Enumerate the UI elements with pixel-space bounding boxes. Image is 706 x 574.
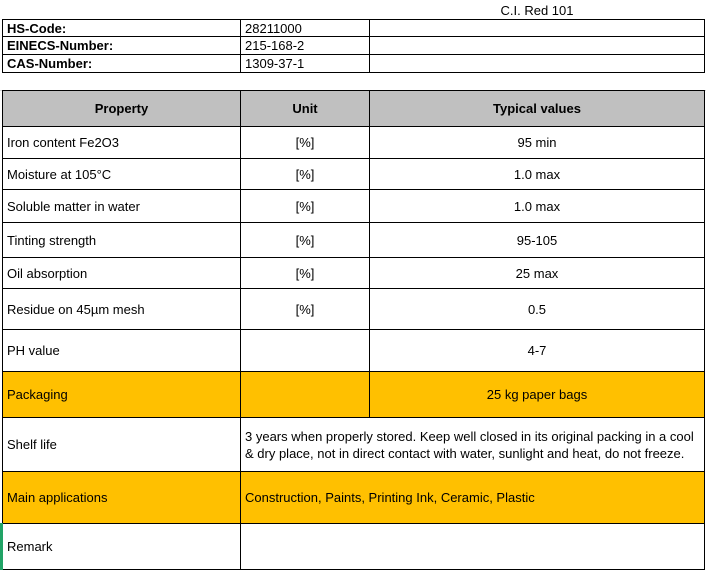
packaging-value[interactable]: 25 kg paper bags <box>369 371 705 418</box>
selection-indicator <box>0 523 3 570</box>
einecs-value[interactable]: 215-168-2 <box>240 36 370 55</box>
value-cell[interactable]: 95 min <box>369 126 705 159</box>
value-cell[interactable]: 1.0 max <box>369 158 705 190</box>
property-cell[interactable]: Iron content Fe2O3 <box>2 126 241 159</box>
shelf-life-label[interactable]: Shelf life <box>2 417 241 472</box>
cas-blank[interactable] <box>369 54 705 73</box>
shelf-life-value[interactable]: 3 years when properly stored. Keep well closed in its original packing in a cool & dry place, not in direct contact with water, sunlight and heat, do not freeze. <box>240 417 705 472</box>
value-cell[interactable]: 4-7 <box>369 329 705 372</box>
unit-cell[interactable]: [%] <box>240 189 370 223</box>
einecs-label[interactable]: EINECS-Number: <box>2 36 241 55</box>
remark-value[interactable] <box>240 523 705 570</box>
property-cell[interactable]: Soluble matter in water <box>2 189 241 223</box>
hs-code-blank[interactable] <box>369 19 705 37</box>
unit-cell[interactable] <box>240 329 370 372</box>
product-name[interactable]: C.I. Red 101 <box>500 3 574 18</box>
property-cell[interactable]: Oil absorption <box>2 257 241 289</box>
cas-label[interactable]: CAS-Number: <box>2 54 241 73</box>
value-cell[interactable]: 25 max <box>369 257 705 289</box>
remark-label[interactable]: Remark <box>2 523 241 570</box>
packaging-label[interactable]: Packaging <box>2 371 241 418</box>
main-applications-label[interactable]: Main applications <box>2 471 241 524</box>
value-cell[interactable]: 1.0 max <box>369 189 705 223</box>
unit-cell[interactable]: [%] <box>240 288 370 330</box>
einecs-blank[interactable] <box>369 36 705 55</box>
hs-code-label[interactable]: HS-Code: <box>2 19 241 37</box>
value-cell[interactable]: 0.5 <box>369 288 705 330</box>
value-cell[interactable]: 95-105 <box>369 222 705 258</box>
main-applications-value[interactable]: Construction, Paints, Printing Ink, Ceramic, Plastic <box>240 471 705 524</box>
column-header-typical-values[interactable]: Typical values <box>369 90 705 127</box>
property-cell[interactable]: Moisture at 105°C <box>2 158 241 190</box>
unit-cell[interactable]: [%] <box>240 158 370 190</box>
column-header-unit[interactable]: Unit <box>240 90 370 127</box>
unit-cell[interactable]: [%] <box>240 222 370 258</box>
unit-cell[interactable]: [%] <box>240 126 370 159</box>
property-cell[interactable]: Tinting strength <box>2 222 241 258</box>
column-header-property[interactable]: Property <box>2 90 241 127</box>
property-cell[interactable]: Residue on 45µm mesh <box>2 288 241 330</box>
property-cell[interactable]: PH value <box>2 329 241 372</box>
cas-value[interactable]: 1309-37-1 <box>240 54 370 73</box>
hs-code-value[interactable]: 28211000 <box>240 19 370 37</box>
unit-cell[interactable]: [%] <box>240 257 370 289</box>
packaging-unit[interactable] <box>240 371 370 418</box>
